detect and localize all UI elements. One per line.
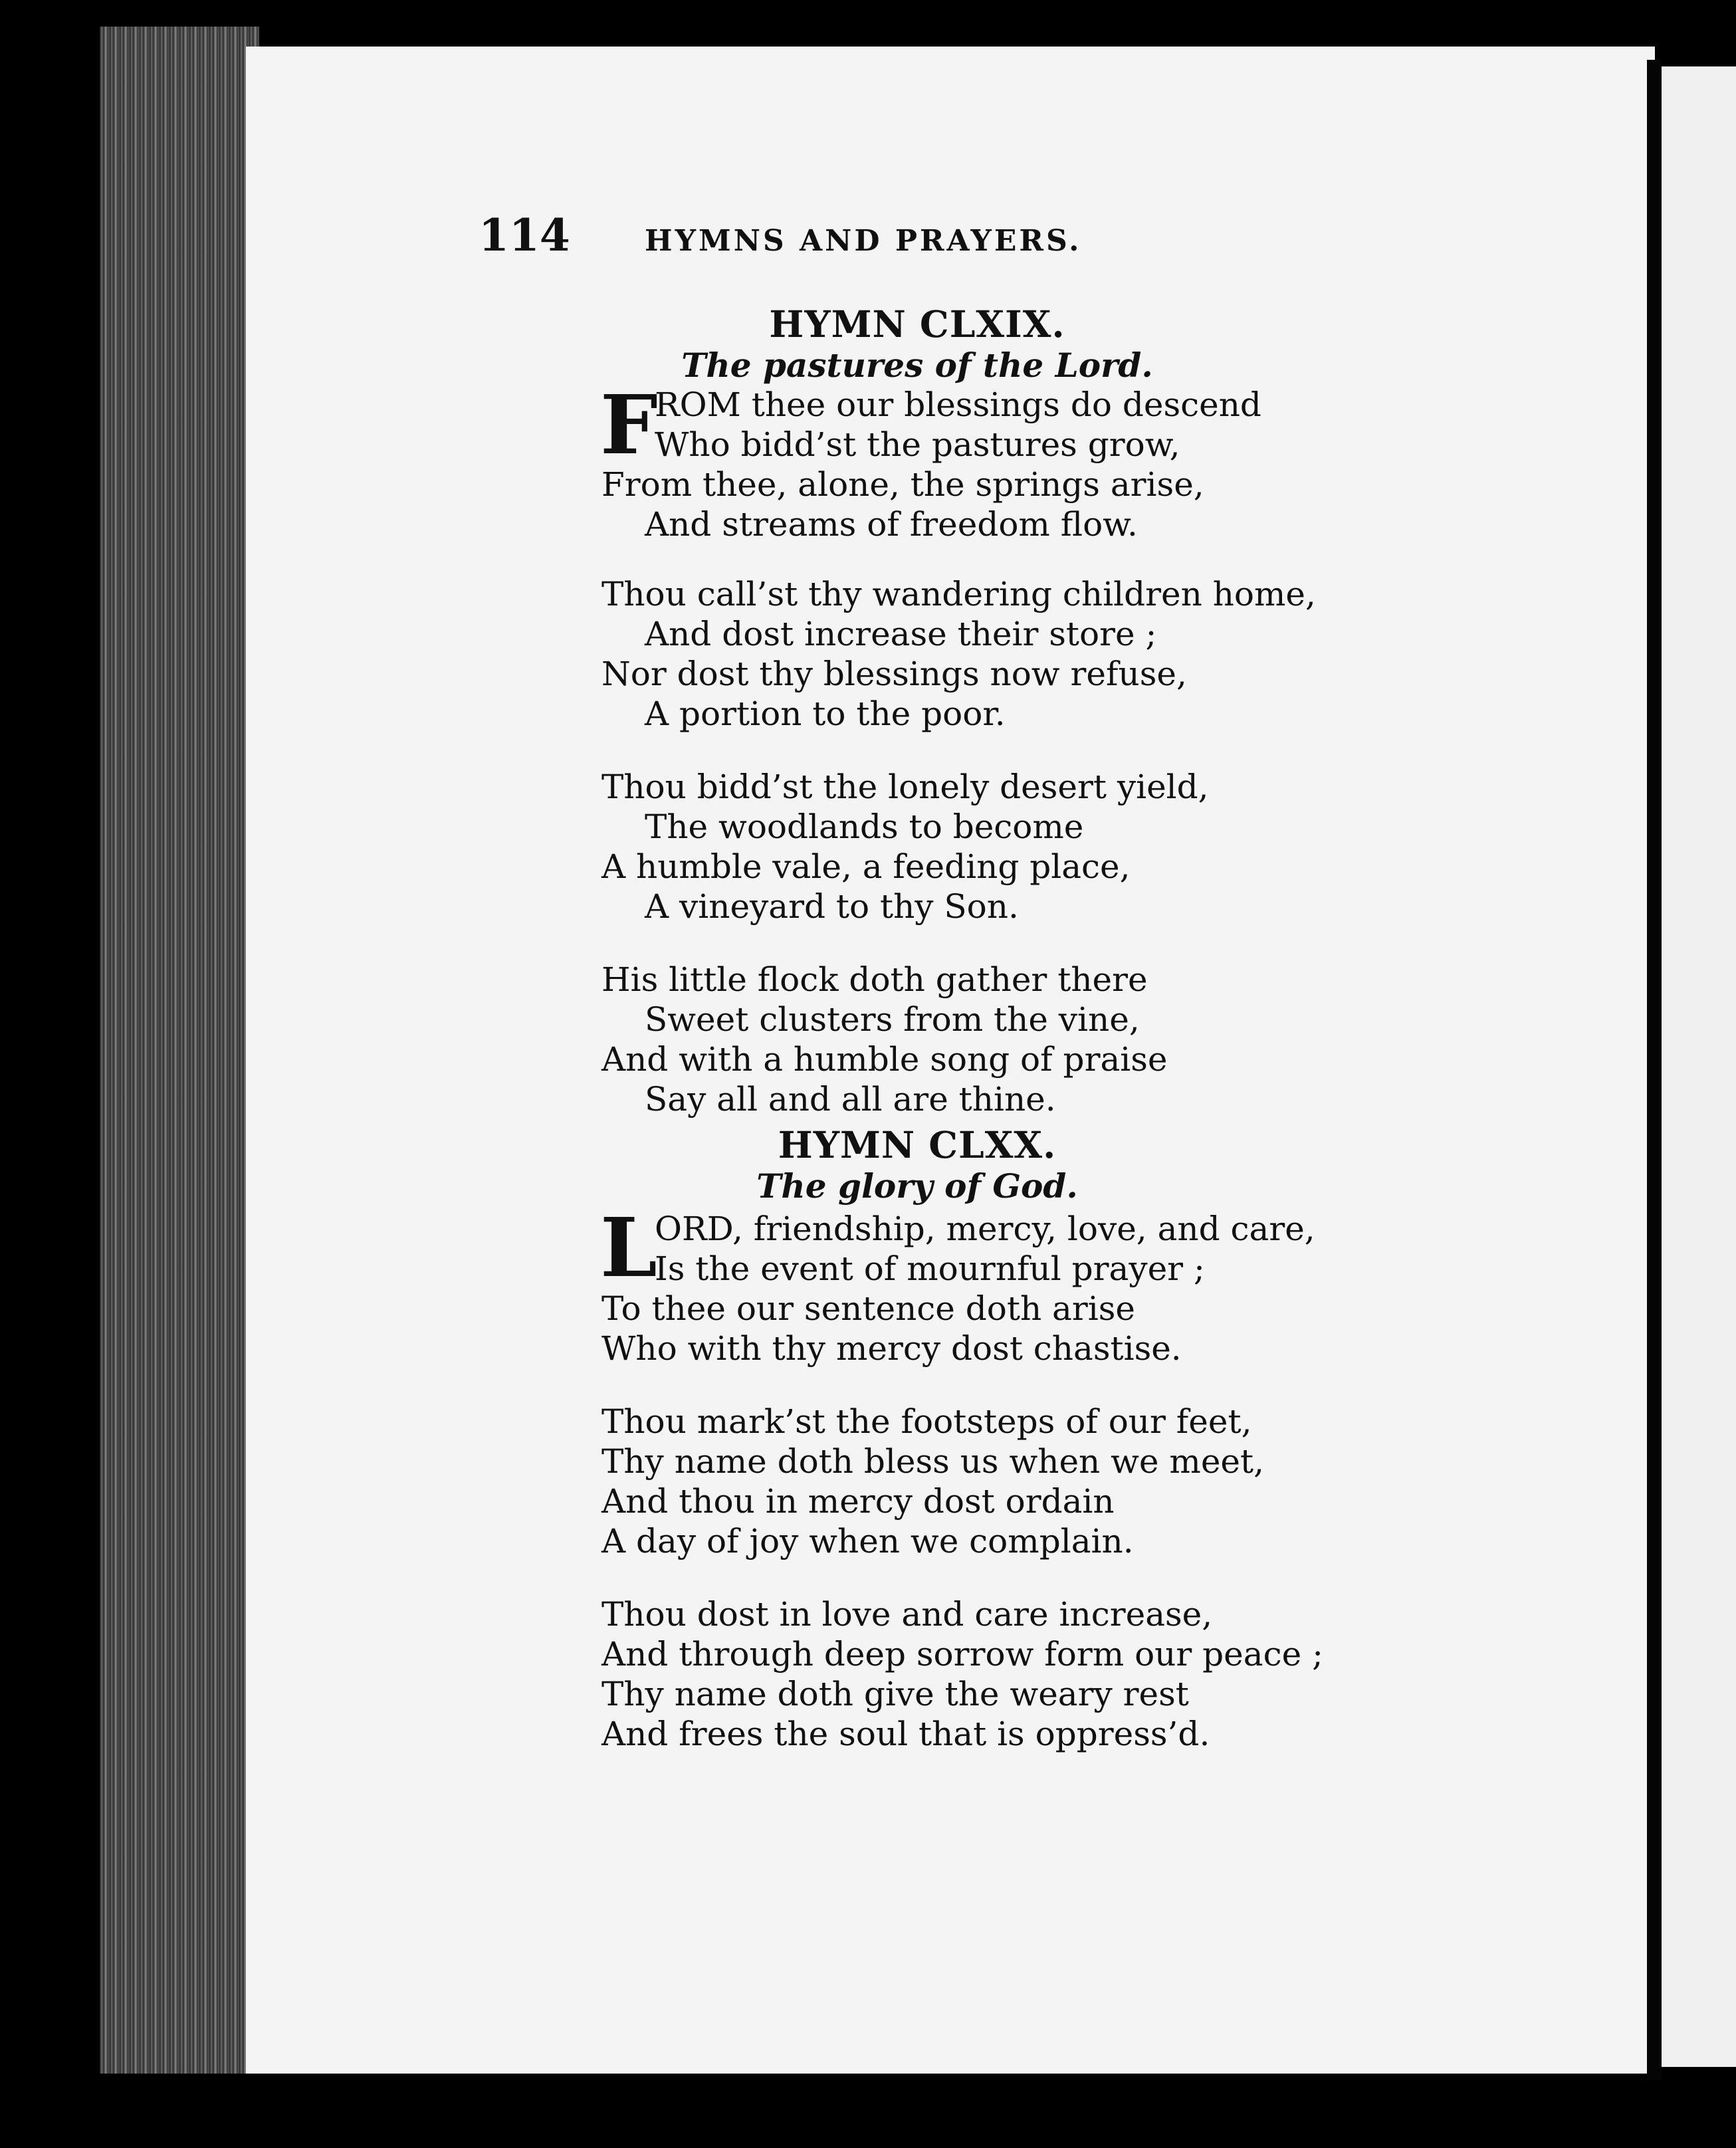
- verse-line: Thou dost in love and care increase,: [601, 1595, 1213, 1634]
- hymn-title: HYMN CLXX.: [778, 1123, 1057, 1166]
- verse-line: ROM thee our blessings do descend: [655, 385, 1261, 424]
- verse-line: And thou in mercy dost ordain: [601, 1482, 1115, 1521]
- page-header: [479, 209, 1196, 263]
- verse-line: And frees the soul that is oppress’d.: [601, 1715, 1210, 1753]
- verse-line: To thee our sentence doth arise: [601, 1289, 1136, 1328]
- drop-cap: F: [600, 377, 658, 473]
- verse-line: Thy name doth bless us when we meet,: [601, 1442, 1264, 1481]
- verse-line: And through deep sorrow form our peace ;: [601, 1635, 1323, 1673]
- verse-line: His little flock doth gather there: [601, 960, 1148, 999]
- verse-line: Thou call’st thy wandering children home,: [601, 575, 1316, 613]
- verse-line: Thou mark’st the footsteps of our feet,: [601, 1402, 1252, 1441]
- verse-line: The woodlands to become: [645, 807, 1084, 846]
- verse-line: Nor dost thy blessings now refuse,: [601, 655, 1187, 693]
- drop-cap: L: [600, 1200, 657, 1295]
- facing-page-edge: [1662, 66, 1736, 2067]
- verse-line: Is the event of mournful prayer ;: [655, 1249, 1205, 1288]
- verse-line: A vineyard to thy Son.: [645, 887, 1019, 926]
- verse-line: Thou bidd’st the lonely desert yield,: [601, 768, 1209, 806]
- hymn-title: HYMN CLXIX.: [769, 302, 1065, 346]
- verse-line: A portion to the poor.: [645, 695, 1006, 733]
- page-block-edge: [100, 27, 259, 2074]
- verse-line: Say all and all are thine.: [645, 1080, 1056, 1119]
- verse-line: From thee, alone, the springs arise,: [601, 465, 1204, 504]
- verse-line: A day of joy when we complain.: [601, 1522, 1134, 1560]
- verse-line: Sweet clusters from the vine,: [645, 1000, 1140, 1039]
- page-number: 114: [479, 209, 570, 261]
- verse-line: ORD, friendship, mercy, love, and care,: [655, 1210, 1315, 1248]
- verse-line: And dost increase their store ;: [645, 615, 1157, 653]
- verse-line: A humble vale, a feeding place,: [601, 847, 1131, 886]
- verse-line: Who with thy mercy dost chastise.: [601, 1329, 1182, 1368]
- hymn-subtitle: The glory of God.: [756, 1166, 1078, 1206]
- gutter-shadow: [1647, 60, 1662, 2080]
- running-head: HYMNS AND PRAYERS.: [645, 224, 1082, 258]
- verse-line: Thy name doth give the weary rest: [601, 1675, 1189, 1713]
- verse-line: Who bidd’st the pastures grow,: [655, 425, 1180, 464]
- verse-line: And streams of freedom flow.: [645, 505, 1138, 544]
- verse-line: And with a humble song of praise: [601, 1040, 1168, 1079]
- hymn-subtitle: The pastures of the Lord.: [681, 346, 1153, 385]
